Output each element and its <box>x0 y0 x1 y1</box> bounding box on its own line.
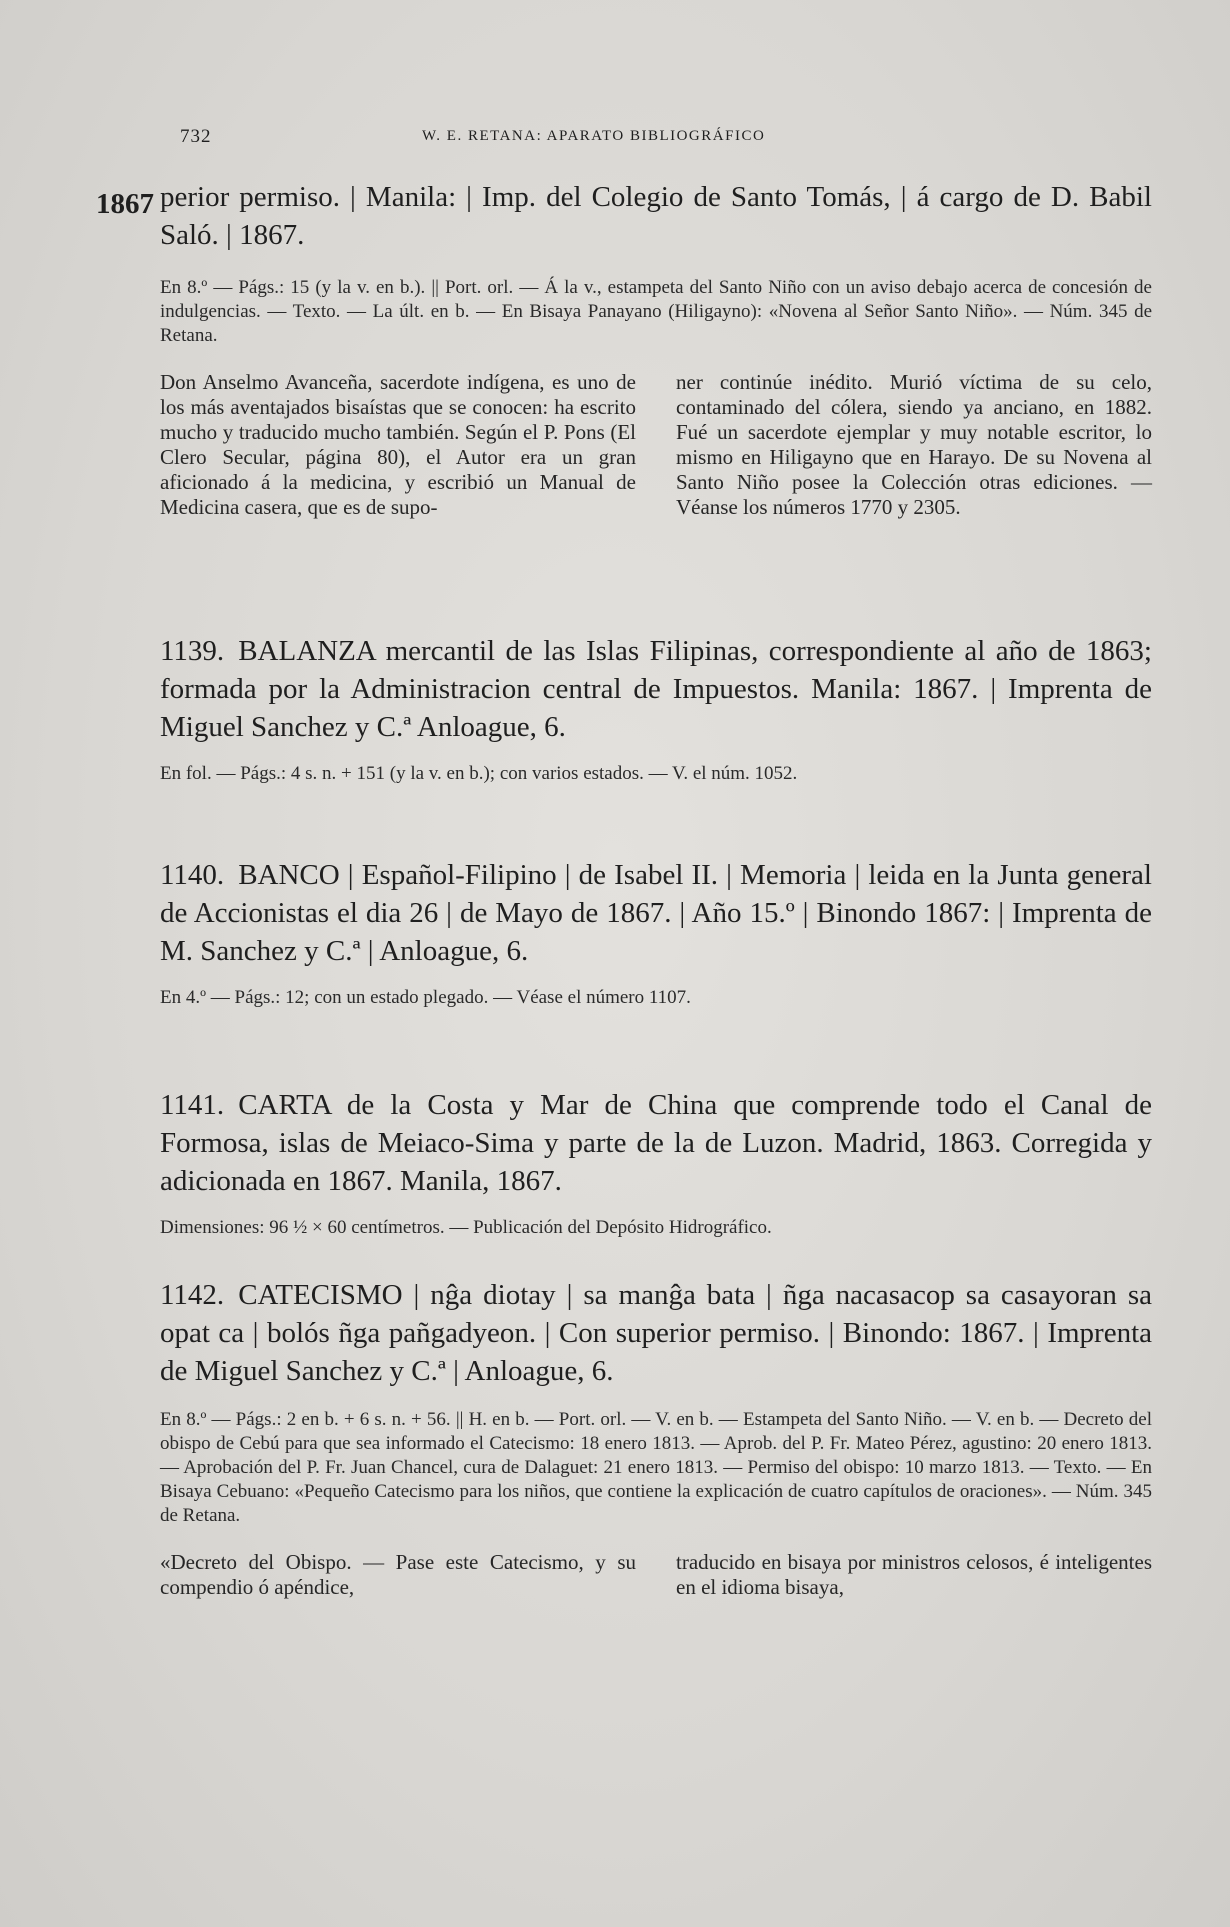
entry-note: En 8.º — Págs.: 2 en b. + 6 s. n. + 56. || H. en b. — Port. orl. — V. en b. — Estampeta del Santo Niño. — V. en b. — Decreto del obispo de Cebú para que sea informado el Catecismo: 18 enero 1813. — Aprob. del P. Fr. Mateo Pérez, agustino: 20 enero 1813. — Aprobación del P. Fr. Juan Chancel, cura de Dalaguet: 21 enero 1813. — Permiso del obispo: 10 marzo 1813. — Texto. — En Bisaya Cebuano: «Pequeño Catecismo para los niños, que contiene la explicación de cuatro capítulos de oraciones». — Núm. 345 de Retana. <box>160 1409 1152 1526</box>
decree-left-column: «Decreto del Obispo. — Pase este Catecismo, y su compendio ó apéndice, <box>160 1550 636 1599</box>
commentary-right-column: ner continúe inédito. Murió víctima de su celo, contaminado del cólera, siendo ya anciano, en 1882. Fué un sacerdote ejemplar y muy notable escritor, lo mismo en Hiligayno que en Harayo. De su Novena al Santo Niño posee la Colección otras ediciones. — Véanse los números 1770 y 2305. <box>676 370 1152 519</box>
entry-continuation-text: perior permiso. | Manila: | Imp. del Colegio de Santo Tomás, | á cargo de D. Babil Saló. | 1867. <box>160 181 1152 251</box>
entry-note: Dimensiones: 96 ½ × 60 centímetros. — Publicación del Depósito Hidrográfico. <box>160 1217 772 1238</box>
decree-right-column: traducido en bisaya por ministros celosos, é inteligentes en el idioma bisaya, <box>676 1550 1152 1599</box>
entry-text: CATECISMO | nĝa diotay | sa manĝa bata | ñga nacasacop sa casayoran sa opat ca | bolós ñga pañgadyeon. | Con superior permiso. | Binondo: 1867. | Imprenta de Miguel Sanchez y C.ª | Anloague, 6. <box>160 1279 1152 1387</box>
entry-number: 1140. <box>160 859 225 891</box>
entry-number: 1139. <box>160 635 225 667</box>
entry-1141 <box>160 1086 1152 1240</box>
decree-columns <box>160 1550 1152 1600</box>
entry-body <box>160 1086 1152 1200</box>
entry-note: En fol. — Págs.: 4 s. n. + 151 (y la v. en b.); con varios estados. — V. el núm. 1052. <box>160 763 798 784</box>
entry-text: BANCO | Español-Filipino | de Isabel II. | Memoria | leida en la Junta general de Accionistas el dia 26 | de Mayo de 1867. | Año 15.º | Binondo 1867: | Imprenta de M. Sanchez y C.ª | Anloague, 6. <box>160 859 1152 967</box>
entry-number: 1141. <box>160 1089 225 1121</box>
entry-1140 <box>160 856 1152 1010</box>
page-number: 732 <box>180 126 212 147</box>
entry-continuation <box>160 178 1152 520</box>
entry-note: En 4.º — Págs.: 12; con un estado plegado. — Véase el número 1107. <box>160 987 691 1008</box>
entry-1139 <box>160 632 1152 786</box>
entry-body <box>160 1276 1152 1390</box>
entry-1142 <box>160 1276 1152 1600</box>
commentary-left-column: Don Anselmo Avanceña, sacerdote indígena, es uno de los más aventajados bisaístas que se conocen: ha escrito mucho y traducido mucho también. Según el P. Pons (El Clero Secular, página 80), el Autor era un gran aficionado á la medicina, y escribió un Manual de Medicina casera, que es de supo- <box>160 370 636 519</box>
entry-text: CARTA de la Costa y Mar de China que comprende todo el Canal de Formosa, islas de Meiaco-Sima y parte de la de Luzon. Madrid, 1863. Corregida y adicionada en 1867. Manila, 1867. <box>160 1089 1152 1197</box>
entry-number: 1142. <box>160 1279 225 1311</box>
entry-text: BALANZA mercantil de las Islas Filipinas, correspondiente al año de 1863; formada por la Administracion central de Impuestos. Manila: 1867. | Imprenta de Miguel Sanchez y C.ª Anloague, 6. <box>160 635 1152 743</box>
entry-body <box>160 632 1152 746</box>
year-margin-mark: 1867 <box>96 188 154 220</box>
entry-body <box>160 856 1152 970</box>
running-title: W. E. RETANA: APARATO BIBLIOGRÁFICO <box>422 128 766 144</box>
entry-continuation-note: En 8.º — Págs.: 15 (y la v. en b.). || Port. orl. — Á la v., estampeta del Santo Niño con un aviso debajo acerca de concesión de indulgencias. — Texto. — La últ. en b. — En Bisaya Panayano (Hiligayno): «Novena al Señor Santo Niño». — Núm. 345 de Retana. <box>160 277 1152 346</box>
commentary-columns <box>160 370 1152 520</box>
